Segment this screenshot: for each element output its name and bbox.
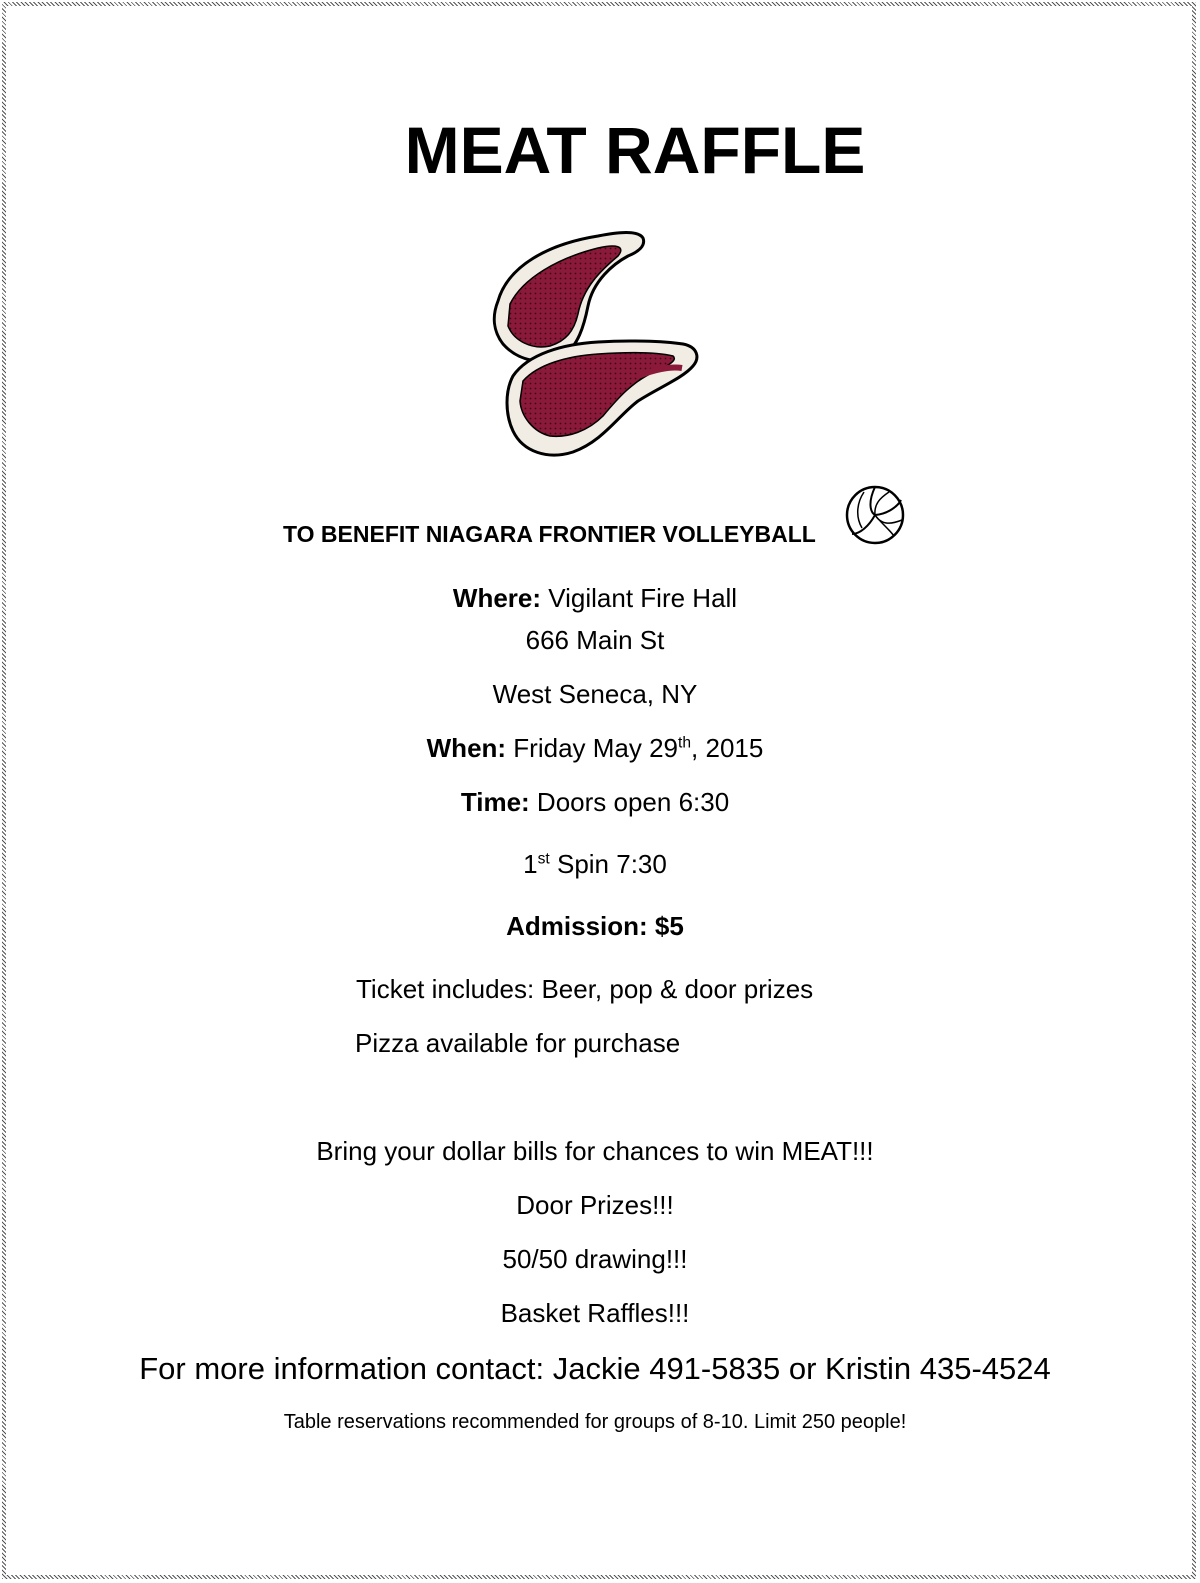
when-value: Friday May 29th, 2015 — [513, 733, 764, 763]
ticket-line: Ticket includes: Beer, pop & door prizes — [356, 974, 814, 1004]
time-label: Time: — [460, 787, 530, 817]
where-label: Where: — [452, 583, 542, 613]
volleyball-icon — [844, 484, 906, 546]
footnote-line: Table reservations recommended for groups of 8-10. Limit 250 people! — [283, 1411, 907, 1433]
when-label: When: — [426, 733, 507, 763]
address-line: 666 Main St — [525, 625, 665, 655]
admission-line: Admission: $5 — [506, 911, 684, 941]
benefit-line: TO BENEFIT NIAGARA FRONTIER VOLLEYBALL — [283, 521, 816, 547]
bring-line: Bring your dollar bills for chances to win MEAT!!! — [316, 1136, 874, 1166]
drawing-line: 50/50 drawing!!! — [502, 1244, 688, 1274]
steaks-icon — [488, 226, 703, 462]
door-prizes-line: Door Prizes!!! — [516, 1190, 674, 1220]
basket-line: Basket Raffles!!! — [500, 1298, 690, 1328]
where-value: Vigilant Fire Hall — [548, 583, 738, 613]
page-title: MEAT RAFFLE — [404, 113, 866, 187]
time-line — [0, 787, 1190, 818]
contact-line: For more information contact: Jackie 491-5835 or Kristin 435-4524 — [139, 1351, 1051, 1386]
spin-line: 1st Spin 7:30 — [523, 849, 667, 879]
time-value: Doors open 6:30 — [536, 787, 730, 817]
city-line: West Seneca, NY — [492, 679, 698, 709]
when-line — [0, 733, 1190, 764]
where-line — [0, 583, 1190, 614]
pizza-line: Pizza available for purchase — [355, 1028, 681, 1058]
